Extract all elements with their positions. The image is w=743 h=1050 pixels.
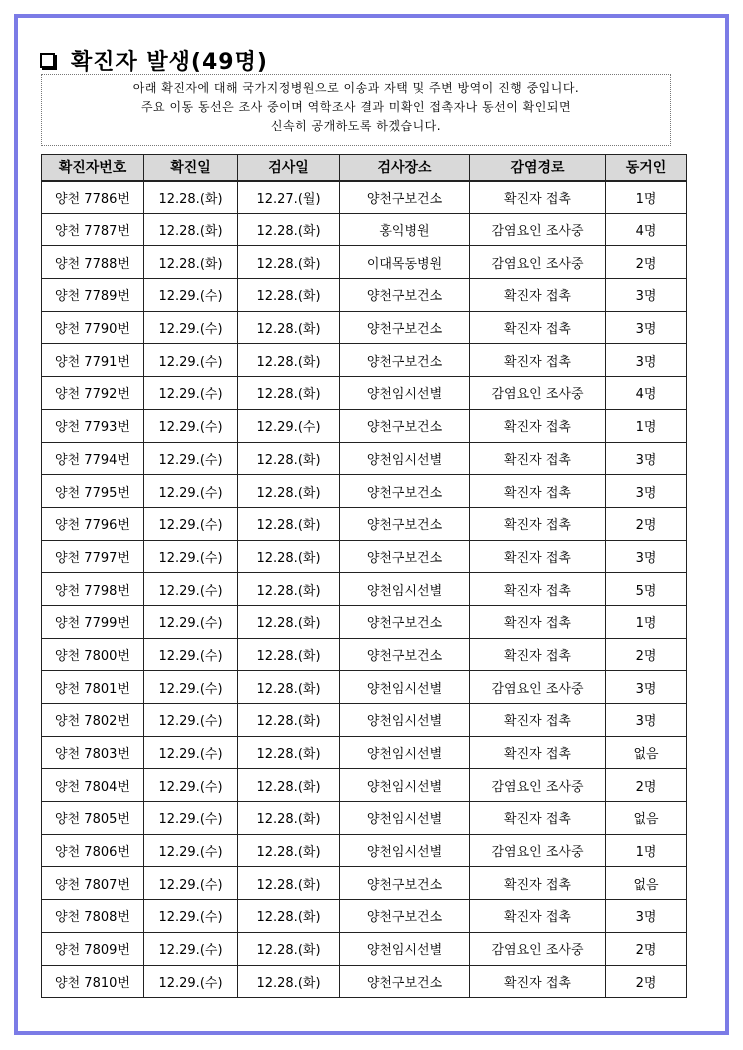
cell-test-date: 12.28.(화)	[238, 867, 340, 900]
cell-test-location: 양천구보건소	[340, 900, 470, 933]
notice-box	[41, 74, 671, 146]
cell-cohabitants: 3명	[606, 475, 687, 508]
table-row	[42, 867, 687, 900]
cell-test-date: 12.29.(수)	[238, 409, 340, 442]
cell-test-date: 12.28.(화)	[238, 834, 340, 867]
table-row	[42, 311, 687, 344]
table-row	[42, 540, 687, 573]
cell-cohabitants: 3명	[606, 442, 687, 475]
cell-test-location: 양천임시선별	[340, 834, 470, 867]
cell-test-location: 양천임시선별	[340, 377, 470, 410]
table-row	[42, 671, 687, 704]
cell-test-location: 양천구보건소	[340, 867, 470, 900]
cell-test-date: 12.28.(화)	[238, 573, 340, 606]
cell-test-location: 양천임시선별	[340, 736, 470, 769]
cell-infection-route: 감염요인 조사중	[470, 213, 606, 246]
cell-test-date: 12.28.(화)	[238, 769, 340, 802]
cell-infection-route: 확진자 접촉	[470, 965, 606, 998]
cell-case-number: 양천 7804번	[42, 769, 144, 802]
table-row	[42, 279, 687, 312]
cell-cohabitants: 없음	[606, 802, 687, 835]
cell-confirm-date: 12.29.(수)	[144, 311, 238, 344]
cell-cohabitants: 3명	[606, 900, 687, 933]
header-infection-route: 감염경로	[470, 155, 606, 181]
cell-infection-route: 확진자 접촉	[470, 867, 606, 900]
cell-cohabitants: 2명	[606, 965, 687, 998]
cell-test-date: 12.28.(화)	[238, 605, 340, 638]
cell-infection-route: 확진자 접촉	[470, 573, 606, 606]
cell-case-number: 양천 7806번	[42, 834, 144, 867]
cell-infection-route: 감염요인 조사중	[470, 769, 606, 802]
cell-confirm-date: 12.29.(수)	[144, 802, 238, 835]
cell-confirm-date: 12.29.(수)	[144, 965, 238, 998]
table-row	[42, 638, 687, 671]
cell-confirm-date: 12.29.(수)	[144, 605, 238, 638]
cell-confirm-date: 12.29.(수)	[144, 507, 238, 540]
cell-case-number: 양천 7798번	[42, 573, 144, 606]
cell-test-date: 12.28.(화)	[238, 344, 340, 377]
cell-case-number: 양천 7803번	[42, 736, 144, 769]
cell-confirm-date: 12.29.(수)	[144, 671, 238, 704]
header-cohabitants: 동거인	[606, 155, 687, 181]
table-row	[42, 409, 687, 442]
cell-infection-route: 확진자 접촉	[470, 442, 606, 475]
cell-cohabitants: 3명	[606, 704, 687, 737]
table-row	[42, 442, 687, 475]
cell-test-date: 12.28.(화)	[238, 442, 340, 475]
cell-test-location: 양천구보건소	[340, 279, 470, 312]
table-row	[42, 181, 687, 214]
cell-test-date: 12.28.(화)	[238, 213, 340, 246]
cell-cohabitants: 3명	[606, 279, 687, 312]
header-test-date: 검사일	[238, 155, 340, 181]
cell-cohabitants: 2명	[606, 769, 687, 802]
table-row	[42, 834, 687, 867]
cell-infection-route: 확진자 접촉	[470, 181, 606, 214]
cell-test-date: 12.28.(화)	[238, 246, 340, 279]
cell-cohabitants: 없음	[606, 736, 687, 769]
cell-case-number: 양천 7808번	[42, 900, 144, 933]
cell-confirm-date: 12.29.(수)	[144, 279, 238, 312]
cell-test-date: 12.28.(화)	[238, 736, 340, 769]
table-row	[42, 802, 687, 835]
table-row	[42, 377, 687, 410]
cell-cohabitants: 2명	[606, 507, 687, 540]
table-row	[42, 507, 687, 540]
table-row	[42, 475, 687, 508]
cell-test-location: 이대목동병원	[340, 246, 470, 279]
cell-test-location: 양천임시선별	[340, 769, 470, 802]
table-row	[42, 605, 687, 638]
cell-confirm-date: 12.29.(수)	[144, 344, 238, 377]
table-body	[42, 181, 687, 998]
cell-test-location: 양천임시선별	[340, 671, 470, 704]
cell-test-location: 양천구보건소	[340, 311, 470, 344]
cell-test-location: 양천임시선별	[340, 932, 470, 965]
cell-cohabitants: 2명	[606, 638, 687, 671]
cell-case-number: 양천 7797번	[42, 540, 144, 573]
cell-test-location: 홍익병원	[340, 213, 470, 246]
cell-test-date: 12.28.(화)	[238, 540, 340, 573]
cell-case-number: 양천 7789번	[42, 279, 144, 312]
cell-case-number: 양천 7786번	[42, 181, 144, 214]
cell-confirm-date: 12.29.(수)	[144, 409, 238, 442]
cell-test-date: 12.28.(화)	[238, 900, 340, 933]
cell-confirm-date: 12.29.(수)	[144, 638, 238, 671]
table-row	[42, 573, 687, 606]
cell-case-number: 양천 7810번	[42, 965, 144, 998]
cell-test-location: 양천임시선별	[340, 573, 470, 606]
cell-cohabitants: 3명	[606, 540, 687, 573]
cell-confirm-date: 12.28.(화)	[144, 213, 238, 246]
cell-test-location: 양천구보건소	[340, 475, 470, 508]
cell-test-location: 양천구보건소	[340, 638, 470, 671]
cell-confirm-date: 12.28.(화)	[144, 246, 238, 279]
cell-infection-route: 확진자 접촉	[470, 311, 606, 344]
cell-cohabitants: 4명	[606, 213, 687, 246]
cases-table	[41, 154, 687, 998]
cell-test-location: 양천구보건소	[340, 344, 470, 377]
cell-test-location: 양천구보건소	[340, 965, 470, 998]
cell-test-date: 12.28.(화)	[238, 965, 340, 998]
cell-confirm-date: 12.29.(수)	[144, 867, 238, 900]
cell-case-number: 양천 7794번	[42, 442, 144, 475]
cell-case-number: 양천 7787번	[42, 213, 144, 246]
table-row	[42, 736, 687, 769]
cell-case-number: 양천 7799번	[42, 605, 144, 638]
cell-cohabitants: 4명	[606, 377, 687, 410]
cell-confirm-date: 12.29.(수)	[144, 377, 238, 410]
cell-test-date: 12.27.(월)	[238, 181, 340, 214]
cell-cohabitants: 1명	[606, 834, 687, 867]
cell-infection-route: 확진자 접촉	[470, 605, 606, 638]
cell-case-number: 양천 7792번	[42, 377, 144, 410]
cell-cohabitants: 없음	[606, 867, 687, 900]
cell-test-date: 12.28.(화)	[238, 932, 340, 965]
cell-infection-route: 확진자 접촉	[470, 802, 606, 835]
cell-confirm-date: 12.29.(수)	[144, 900, 238, 933]
header-test-location: 검사장소	[340, 155, 470, 181]
cell-confirm-date: 12.29.(수)	[144, 573, 238, 606]
cell-case-number: 양천 7807번	[42, 867, 144, 900]
cell-case-number: 양천 7809번	[42, 932, 144, 965]
cell-case-number: 양천 7793번	[42, 409, 144, 442]
cell-case-number: 양천 7801번	[42, 671, 144, 704]
cell-confirm-date: 12.29.(수)	[144, 834, 238, 867]
cell-case-number: 양천 7805번	[42, 802, 144, 835]
cell-cohabitants: 1명	[606, 605, 687, 638]
cell-infection-route: 감염요인 조사중	[470, 932, 606, 965]
cell-confirm-date: 12.28.(화)	[144, 181, 238, 214]
header-case-number: 확진자번호	[42, 155, 144, 181]
cell-case-number: 양천 7802번	[42, 704, 144, 737]
table-row	[42, 965, 687, 998]
cell-confirm-date: 12.29.(수)	[144, 475, 238, 508]
table-row	[42, 344, 687, 377]
page-title: 확진자 발생(49명)	[71, 49, 268, 75]
cell-cohabitants: 1명	[606, 409, 687, 442]
cell-case-number: 양천 7790번	[42, 311, 144, 344]
table-row	[42, 769, 687, 802]
table-header-row	[42, 155, 687, 181]
cell-case-number: 양천 7788번	[42, 246, 144, 279]
cell-case-number: 양천 7795번	[42, 475, 144, 508]
cell-cohabitants: 2명	[606, 932, 687, 965]
cell-infection-route: 확진자 접촉	[470, 475, 606, 508]
cell-test-date: 12.28.(화)	[238, 638, 340, 671]
cell-cohabitants: 3명	[606, 344, 687, 377]
checkbox-bullet-icon	[40, 53, 55, 68]
cell-infection-route: 확진자 접촉	[470, 279, 606, 312]
cell-test-date: 12.28.(화)	[238, 802, 340, 835]
cell-confirm-date: 12.29.(수)	[144, 736, 238, 769]
cell-test-location: 양천임시선별	[340, 704, 470, 737]
cell-confirm-date: 12.29.(수)	[144, 769, 238, 802]
cell-confirm-date: 12.29.(수)	[144, 932, 238, 965]
table-row	[42, 900, 687, 933]
cell-test-date: 12.28.(화)	[238, 377, 340, 410]
notice-line: 신속히 공개하도록 하겠습니다.	[270, 119, 442, 133]
cell-test-location: 양천구보건소	[340, 507, 470, 540]
cell-test-date: 12.28.(화)	[238, 507, 340, 540]
cell-test-date: 12.28.(화)	[238, 475, 340, 508]
table-row	[42, 704, 687, 737]
cell-infection-route: 확진자 접촉	[470, 704, 606, 737]
table-row	[42, 932, 687, 965]
cell-confirm-date: 12.29.(수)	[144, 540, 238, 573]
cell-test-date: 12.28.(화)	[238, 311, 340, 344]
cell-test-location: 양천구보건소	[340, 540, 470, 573]
cell-infection-route: 확진자 접촉	[470, 344, 606, 377]
cell-test-location: 양천구보건소	[340, 605, 470, 638]
cell-case-number: 양천 7791번	[42, 344, 144, 377]
cell-case-number: 양천 7796번	[42, 507, 144, 540]
cell-infection-route: 확진자 접촉	[470, 736, 606, 769]
cell-cohabitants: 1명	[606, 181, 687, 214]
cell-infection-route: 감염요인 조사중	[470, 834, 606, 867]
table-row	[42, 246, 687, 279]
header-confirm-date: 확진일	[144, 155, 238, 181]
cell-test-location: 양천임시선별	[340, 442, 470, 475]
cell-test-date: 12.28.(화)	[238, 671, 340, 704]
cell-test-date: 12.28.(화)	[238, 704, 340, 737]
notice-line: 주요 이동 동선은 조사 중이며 역학조사 결과 미확인 접촉자나 동선이 확인되면	[140, 100, 572, 114]
cell-infection-route: 감염요인 조사중	[470, 246, 606, 279]
cell-infection-route: 감염요인 조사중	[470, 671, 606, 704]
cell-test-location: 양천구보건소	[340, 409, 470, 442]
cell-cohabitants: 2명	[606, 246, 687, 279]
notice-line: 아래 확진자에 대해 국가지정병원으로 이송과 자택 및 주변 방역이 진행 중입니다.	[132, 81, 580, 95]
cell-confirm-date: 12.29.(수)	[144, 704, 238, 737]
cell-test-location: 양천임시선별	[340, 802, 470, 835]
cell-confirm-date: 12.29.(수)	[144, 442, 238, 475]
cell-infection-route: 확진자 접촉	[470, 638, 606, 671]
cell-cohabitants: 3명	[606, 671, 687, 704]
cell-cohabitants: 5명	[606, 573, 687, 606]
table-row	[42, 213, 687, 246]
cell-infection-route: 확진자 접촉	[470, 409, 606, 442]
cell-cohabitants: 3명	[606, 311, 687, 344]
cell-case-number: 양천 7800번	[42, 638, 144, 671]
cell-infection-route: 감염요인 조사중	[470, 377, 606, 410]
cell-test-date: 12.28.(화)	[238, 279, 340, 312]
cell-infection-route: 확진자 접촉	[470, 540, 606, 573]
cell-infection-route: 확진자 접촉	[470, 900, 606, 933]
cell-infection-route: 확진자 접촉	[470, 507, 606, 540]
cell-test-location: 양천구보건소	[340, 181, 470, 214]
